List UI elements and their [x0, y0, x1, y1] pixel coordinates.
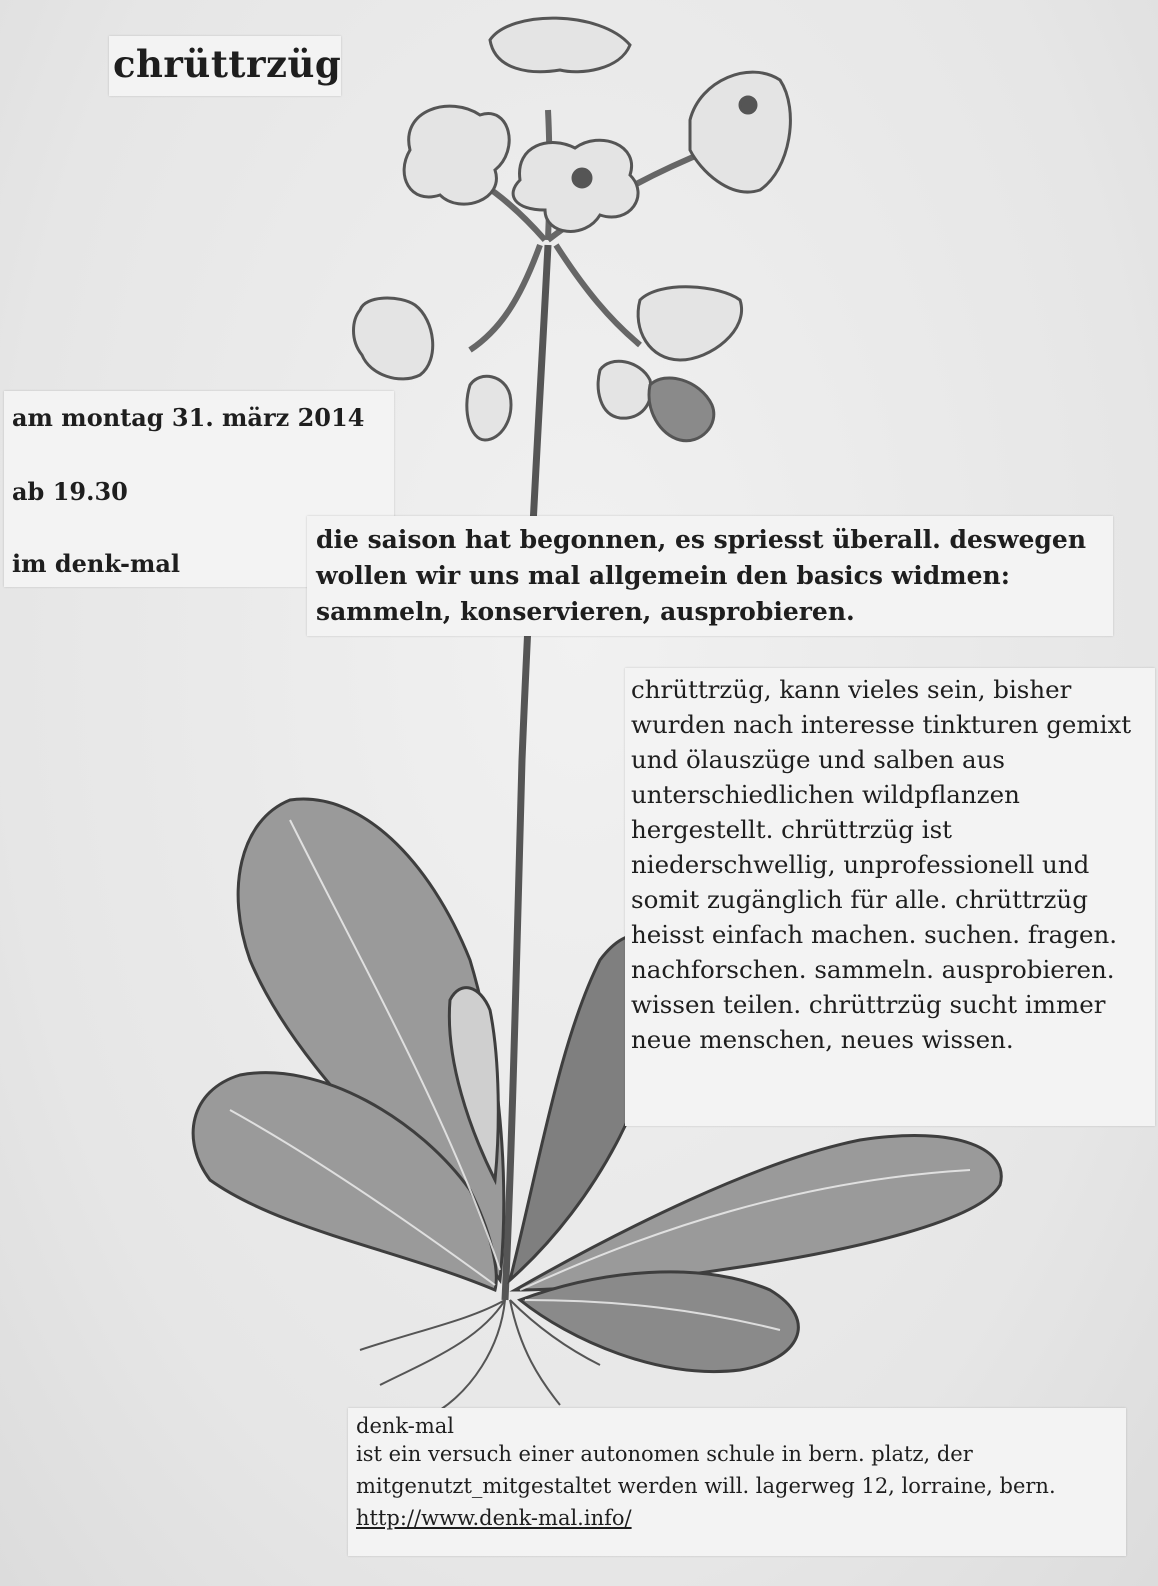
website-link[interactable]: http://www.denk-mal.info/: [356, 1506, 632, 1530]
intro-text: die saison hat begonnen, es spriesst überall. deswegen wollen wir uns mal allgemein den basics widmen: sammeln, konservieren, ausprobieren.: [316, 525, 1086, 626]
footer-line-1: ist ein versuch einer autonomen schule in bern. platz, der: [356, 1442, 973, 1466]
footer-name: denk-mal: [356, 1414, 454, 1438]
footer-line-2: mitgenutzt_mitgestaltet werden will. lagerweg 12, lorraine, bern.: [356, 1474, 1056, 1498]
description-clipping: [625, 668, 1155, 1126]
event-place: im denk-mal: [12, 549, 181, 578]
event-date: am montag 31. märz 2014: [12, 403, 365, 432]
intro-clipping: [307, 516, 1113, 636]
title-clipping: [109, 36, 341, 96]
footer-clipping: [348, 1408, 1126, 1556]
event-time: ab 19.30: [12, 477, 128, 506]
flyer-title: chrüttrzüg: [113, 42, 342, 86]
description-text: chrüttrzüg, kann vieles sein, bisher wurden nach interesse tinkturen gemixt und ölauszüge und salben aus unterschiedlichen wildpflanzen hergestellt. chrüttrzüg ist niederschwellig, unprofessionell und somit zugänglich für alle. chrüttrzüg heisst einfach machen. suchen. fragen. nachforschen. sammeln. ausprobieren. wissen teilen. chrüttrzüg sucht immer neue menschen, neues wissen.: [631, 675, 1132, 1054]
